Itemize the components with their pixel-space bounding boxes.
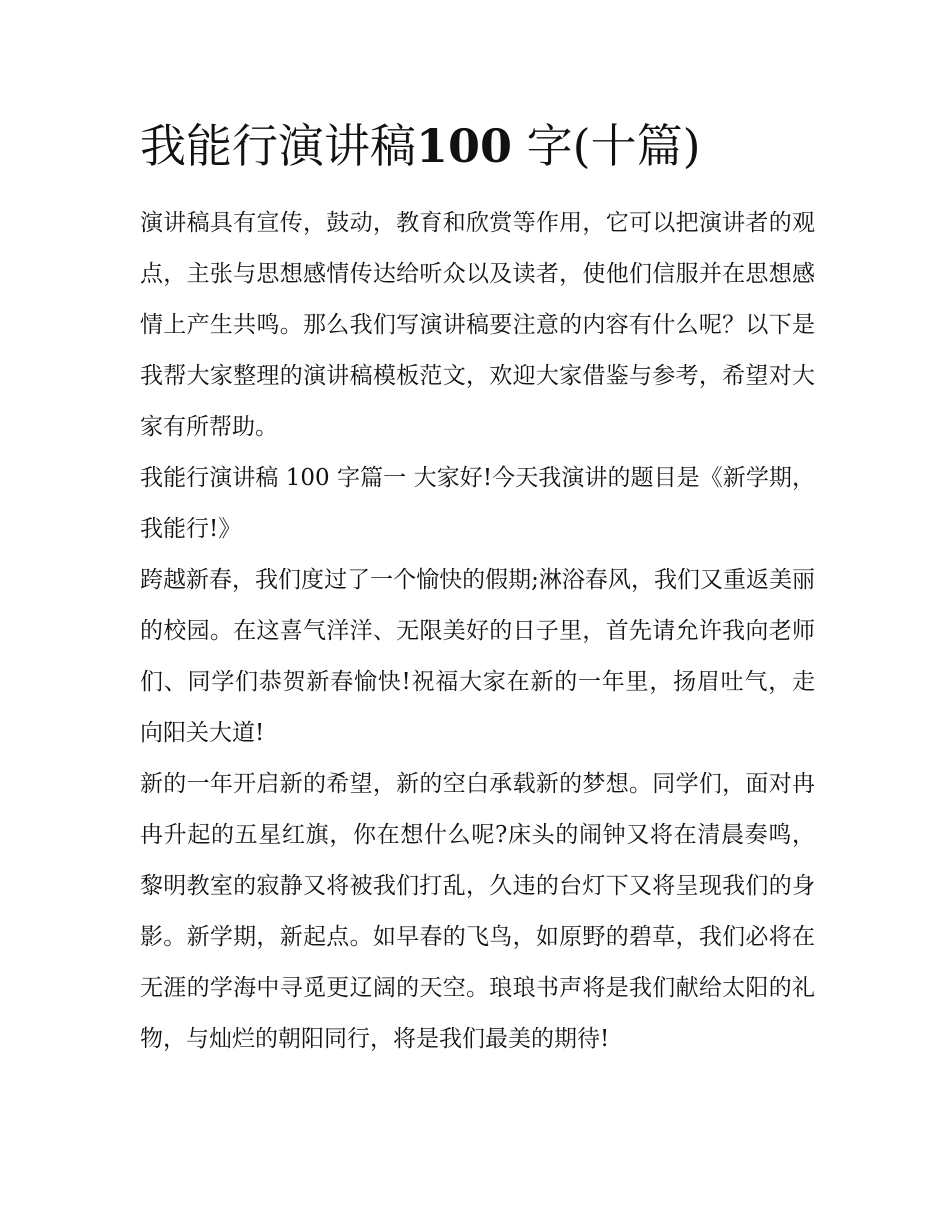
title-prefix: 我能行演讲稿 <box>140 119 416 173</box>
document-title <box>140 112 840 180</box>
document-body <box>140 198 815 1065</box>
speech-one-heading-paragraph: 我能行演讲稿 100 字篇一 大家好!今天我演讲的题目是《新学期，我能行!》 <box>140 465 815 542</box>
title-number: 100 <box>416 119 513 173</box>
title-suffix: 字(十篇) <box>512 119 701 173</box>
new-spring-paragraph: 跨越新春，我们度过了一个愉快的假期;淋浴春风，我们又重返美丽的校园。在这喜气洋洋、无限美好的日子里，首先请允许我向老师们、同学们恭贺新春愉快!祝福大家在新的一年里，扬眉吐气，走向阳关大道! <box>140 567 815 746</box>
new-year-hope-paragraph: 新的一年开启新的希望，新的空白承载新的梦想。同学们，面对冉冉升起的五星红旗，你在想什么呢?床头的闹钟又将在清晨奏鸣，黎明教室的寂静又将被我们打乱，久违的台灯下又将呈现我们的身影。新学期，新起点。如早春的飞鸟，如原野的碧草，我们必将在无涯的学海中寻觅更辽阔的天空。琅琅书声将是我们献给太阳的礼物，与灿烂的朝阳同行，将是我们最美的期待! <box>140 771 815 1052</box>
intro-paragraph: 演讲稿具有宣传，鼓动，教育和欣赏等作用，它可以把演讲者的观点，主张与思想感情传达给听众以及读者，使他们信服并在思想感情上产生共鸣。那么我们写演讲稿要注意的内容有什么呢？以下是我帮大家整理的演讲稿模板范文，欢迎大家借鉴与参考，希望对大家有所帮助。 <box>140 210 815 440</box>
